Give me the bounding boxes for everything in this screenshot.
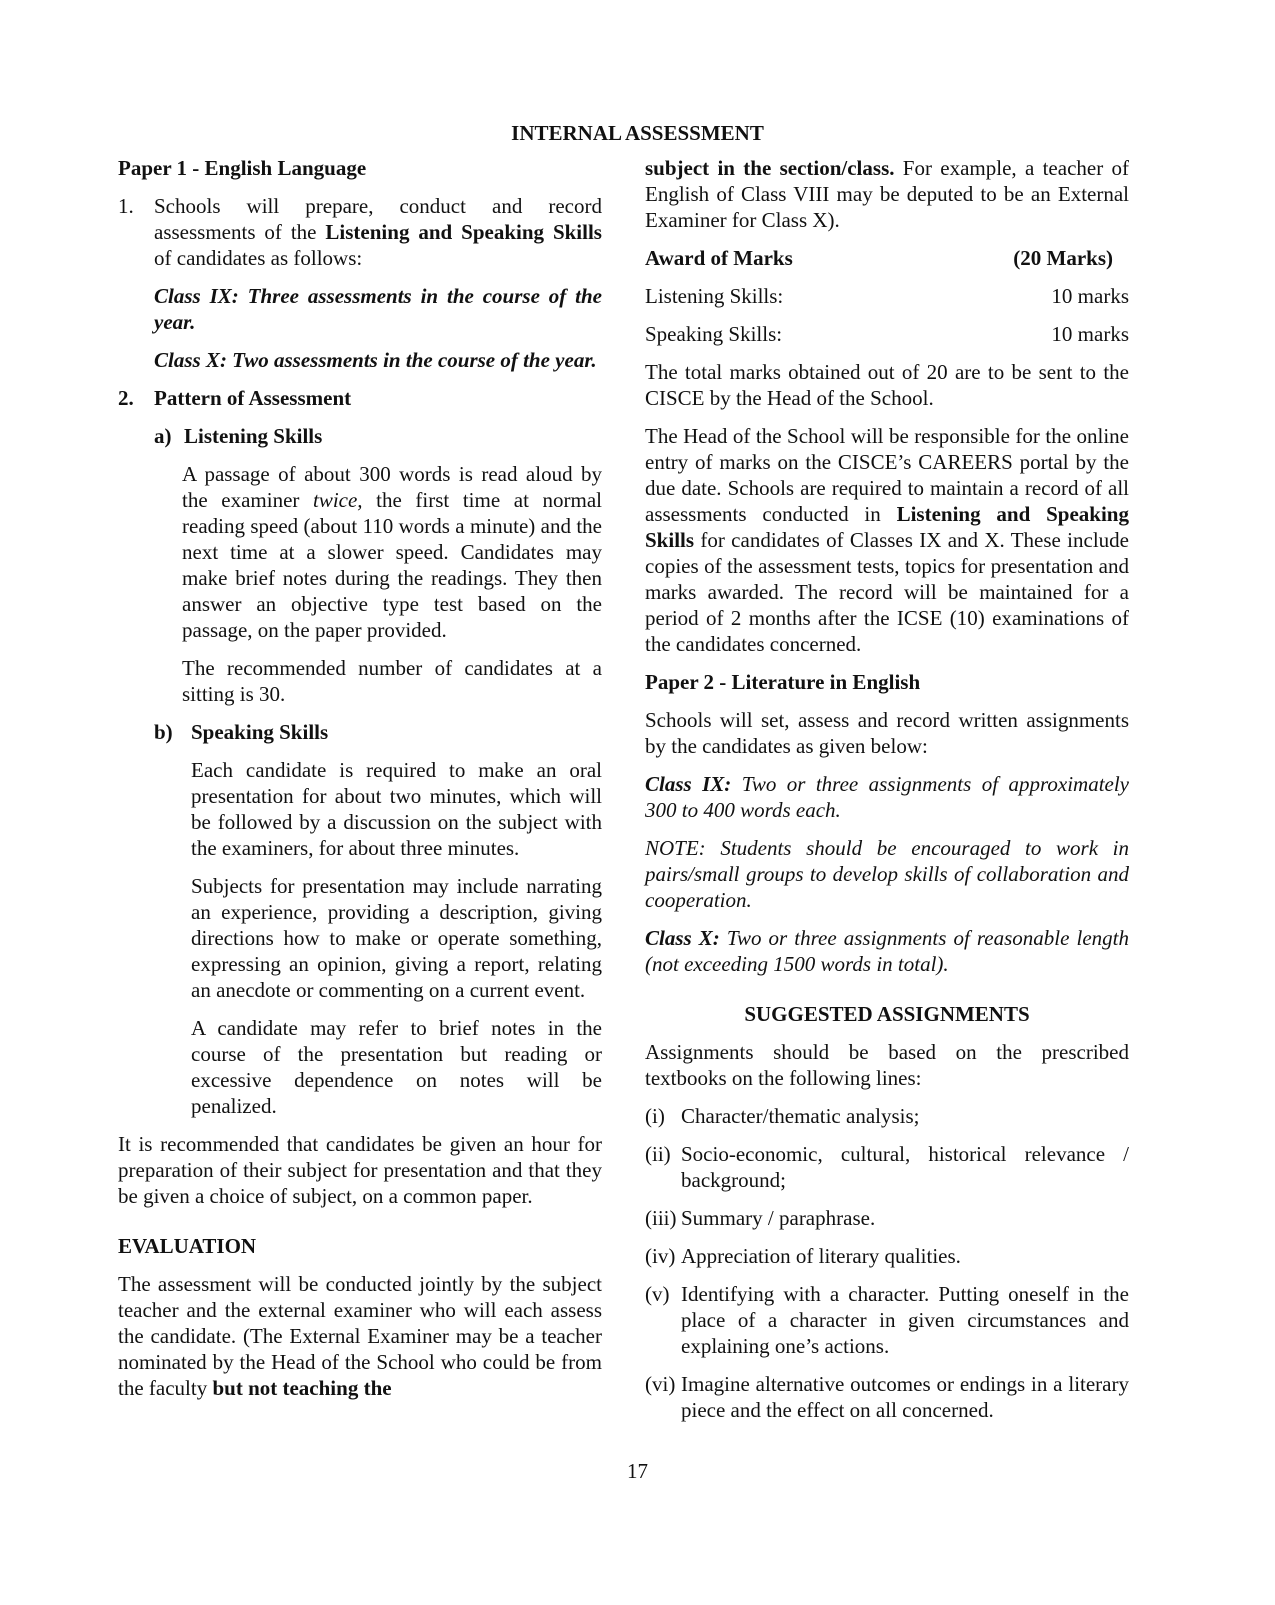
head-of-school-text [645, 423, 1129, 657]
item-1-text-a: Schools will prepare, conduct and record assessments of the [154, 194, 602, 244]
class-ix-assignments [645, 771, 1129, 823]
head-text-b: for candidates of Classes IX and X. These include copies of the assessment tests, topics for presentation and marks awarded. The record will be maintained for a period of 2 months after the ICSE (10) examinations of the candidates concerned. [645, 528, 1129, 656]
class-x-text: Two or three assignments of reasonable length (not exceeding 1500 words in total). [645, 926, 1129, 976]
suggested-intro: Assignments should be based on the prescribed textbooks on the following lines: [645, 1040, 1129, 1090]
award-row-speaking [645, 321, 1129, 347]
list-item-label: (iv) [645, 1244, 676, 1268]
item-2-number: 2. [118, 386, 134, 410]
class-x-assignments [645, 925, 1129, 977]
evaluation-continuation [645, 155, 1129, 233]
award-row-label: Speaking Skills: [645, 322, 783, 346]
speaking-title: Speaking Skills [191, 720, 329, 744]
list-item-label: (iii) [645, 1206, 677, 1230]
class-ix-label: Class IX: [645, 772, 732, 796]
speaking-para-2: Subjects for presentation may include narrating an experience, providing a description, giving directions how to make or operate something, expressing an opinion, giving a report, relating an anecdote or commenting on a current event. [191, 874, 602, 1002]
paper1-heading: Paper 1 - English Language [118, 156, 367, 180]
item-2-heading: Pattern of Assessment [154, 386, 352, 410]
list-item [645, 1141, 1129, 1193]
award-of-marks-heading [645, 245, 1129, 271]
note-text [645, 835, 1129, 913]
evaluation-text [118, 1271, 602, 1401]
class-ix-assessments: Class IX: Three assessments in the course of the year. [154, 284, 602, 334]
item-1-text-b: of candidates as follows: [154, 246, 363, 270]
listening-title: Listening Skills [184, 424, 323, 448]
list-item [645, 1243, 1129, 1269]
award-row-listening [645, 283, 1129, 309]
listening-para-1-a: A passage of about 300 words is read aloud by the examiner [182, 462, 602, 512]
evaluation-text-bold: but not teaching the [212, 1376, 392, 1400]
paper2-heading: Paper 2 - Literature in English [645, 670, 921, 694]
class-ix-text: Two or three assignments of approximately 300 to 400 words each. [645, 772, 1129, 822]
class-x-label: Class X: [645, 926, 720, 950]
award-row-marks: 10 marks [1051, 284, 1129, 308]
list-item-text: Summary / paraphrase. [681, 1206, 876, 1230]
award-row-marks: 10 marks [1051, 322, 1129, 346]
list-item-text: Appreciation of literary qualities. [681, 1244, 961, 1268]
speaking-para-3: A candidate may refer to brief notes in the course of the presentation but reading or excessive dependence on notes will be penalized. [191, 1016, 602, 1118]
continuation-bold: subject in the section/class. [645, 156, 895, 180]
left-column [118, 155, 602, 1413]
listening-para-1-b: the first time at normal reading speed (about 110 words a minute) and the next time at a slower speed. Candidates may make brief notes during the readings. They then answer an objective type test based on the passage, on the paper provided. [182, 488, 602, 642]
paper2-text: Schools will set, assess and record written assignments by the candidates as given below: [645, 708, 1129, 758]
recommendation-text: It is recommended that candidates be given an hour for preparation of their subject for presentation and that they be given a choice of subject, on a common paper. [118, 1132, 602, 1208]
evaluation-heading: EVALUATION [118, 1234, 257, 1258]
listening-heading [154, 423, 602, 449]
page-number: 17 [627, 1459, 648, 1483]
list-item-text: Identifying with a character. Putting oneself in the place of a character in given circumstances and explaining one’s actions. [681, 1282, 1129, 1358]
listening-para-1-italic: twice, [312, 488, 363, 512]
item-2 [118, 385, 602, 411]
continuation-text: For example, a teacher of English of Class VIII may be deputed to be an External Examiner for Class X). [645, 156, 1130, 232]
head-text-a: The Head of the School will be responsible for the online entry of marks on the CISCE’s CAREERS portal by the due date. Schools are required to maintain a record of all assessments conducted in [645, 424, 1129, 526]
list-item-label: (vi) [645, 1372, 676, 1396]
list-item-label: (i) [645, 1104, 665, 1128]
listening-label: a) [154, 424, 172, 448]
right-column [645, 155, 1129, 1435]
total-marks-text: The total marks obtained out of 20 are to be sent to the CISCE by the Head of the School. [645, 360, 1129, 410]
speaking-label: b) [154, 720, 173, 744]
evaluation-text-main: The assessment will be conducted jointly by the subject teacher and the external examiner who will each assess the candidate. (The External Examiner may be a teacher nominated by the Head of the School who could be from the faculty [118, 1272, 602, 1400]
list-item [645, 1103, 1129, 1129]
award-total: (20 Marks) [1013, 246, 1113, 270]
list-item-text: Imagine alternative outcomes or endings in a literary piece and the effect on all concerned. [681, 1372, 1129, 1422]
speaking-para-1: Each candidate is required to make an oral presentation for about two minutes, which will be followed by a discussion on the subject with the examiners, for about three minutes. [191, 758, 602, 860]
list-item-label: (v) [645, 1282, 670, 1306]
listening-para-1 [182, 461, 602, 643]
item-1-text-bold: Listening and Speaking Skills [325, 220, 602, 244]
list-item-text: Socio-economic, cultural, historical relevance / background; [681, 1142, 1129, 1192]
page-title: INTERNAL ASSESSMENT [511, 121, 764, 145]
class-x-assessments: Class X: Two assessments in the course of the year. [154, 348, 597, 372]
suggested-assignments-heading: SUGGESTED ASSIGNMENTS [744, 1002, 1030, 1026]
speaking-heading [154, 719, 602, 745]
list-item-label: (ii) [645, 1142, 671, 1166]
item-1-text [154, 193, 602, 271]
item-1 [118, 193, 602, 271]
list-item [645, 1281, 1129, 1359]
note-italic: NOTE: Students should be encouraged to work in pairs/small groups to develop skills of collaboration and cooperation. [645, 836, 1129, 912]
item-1-number: 1. [118, 194, 134, 218]
head-text-bold: Listening and Speaking Skills [645, 502, 1129, 552]
list-item [645, 1371, 1129, 1423]
list-item-text: Character/thematic analysis; [681, 1104, 920, 1128]
award-row-label: Listening Skills: [645, 284, 784, 308]
listening-para-2: The recommended number of candidates at a sitting is 30. [182, 656, 602, 706]
list-item [645, 1205, 1129, 1231]
award-heading-label: Award of Marks [645, 246, 793, 270]
